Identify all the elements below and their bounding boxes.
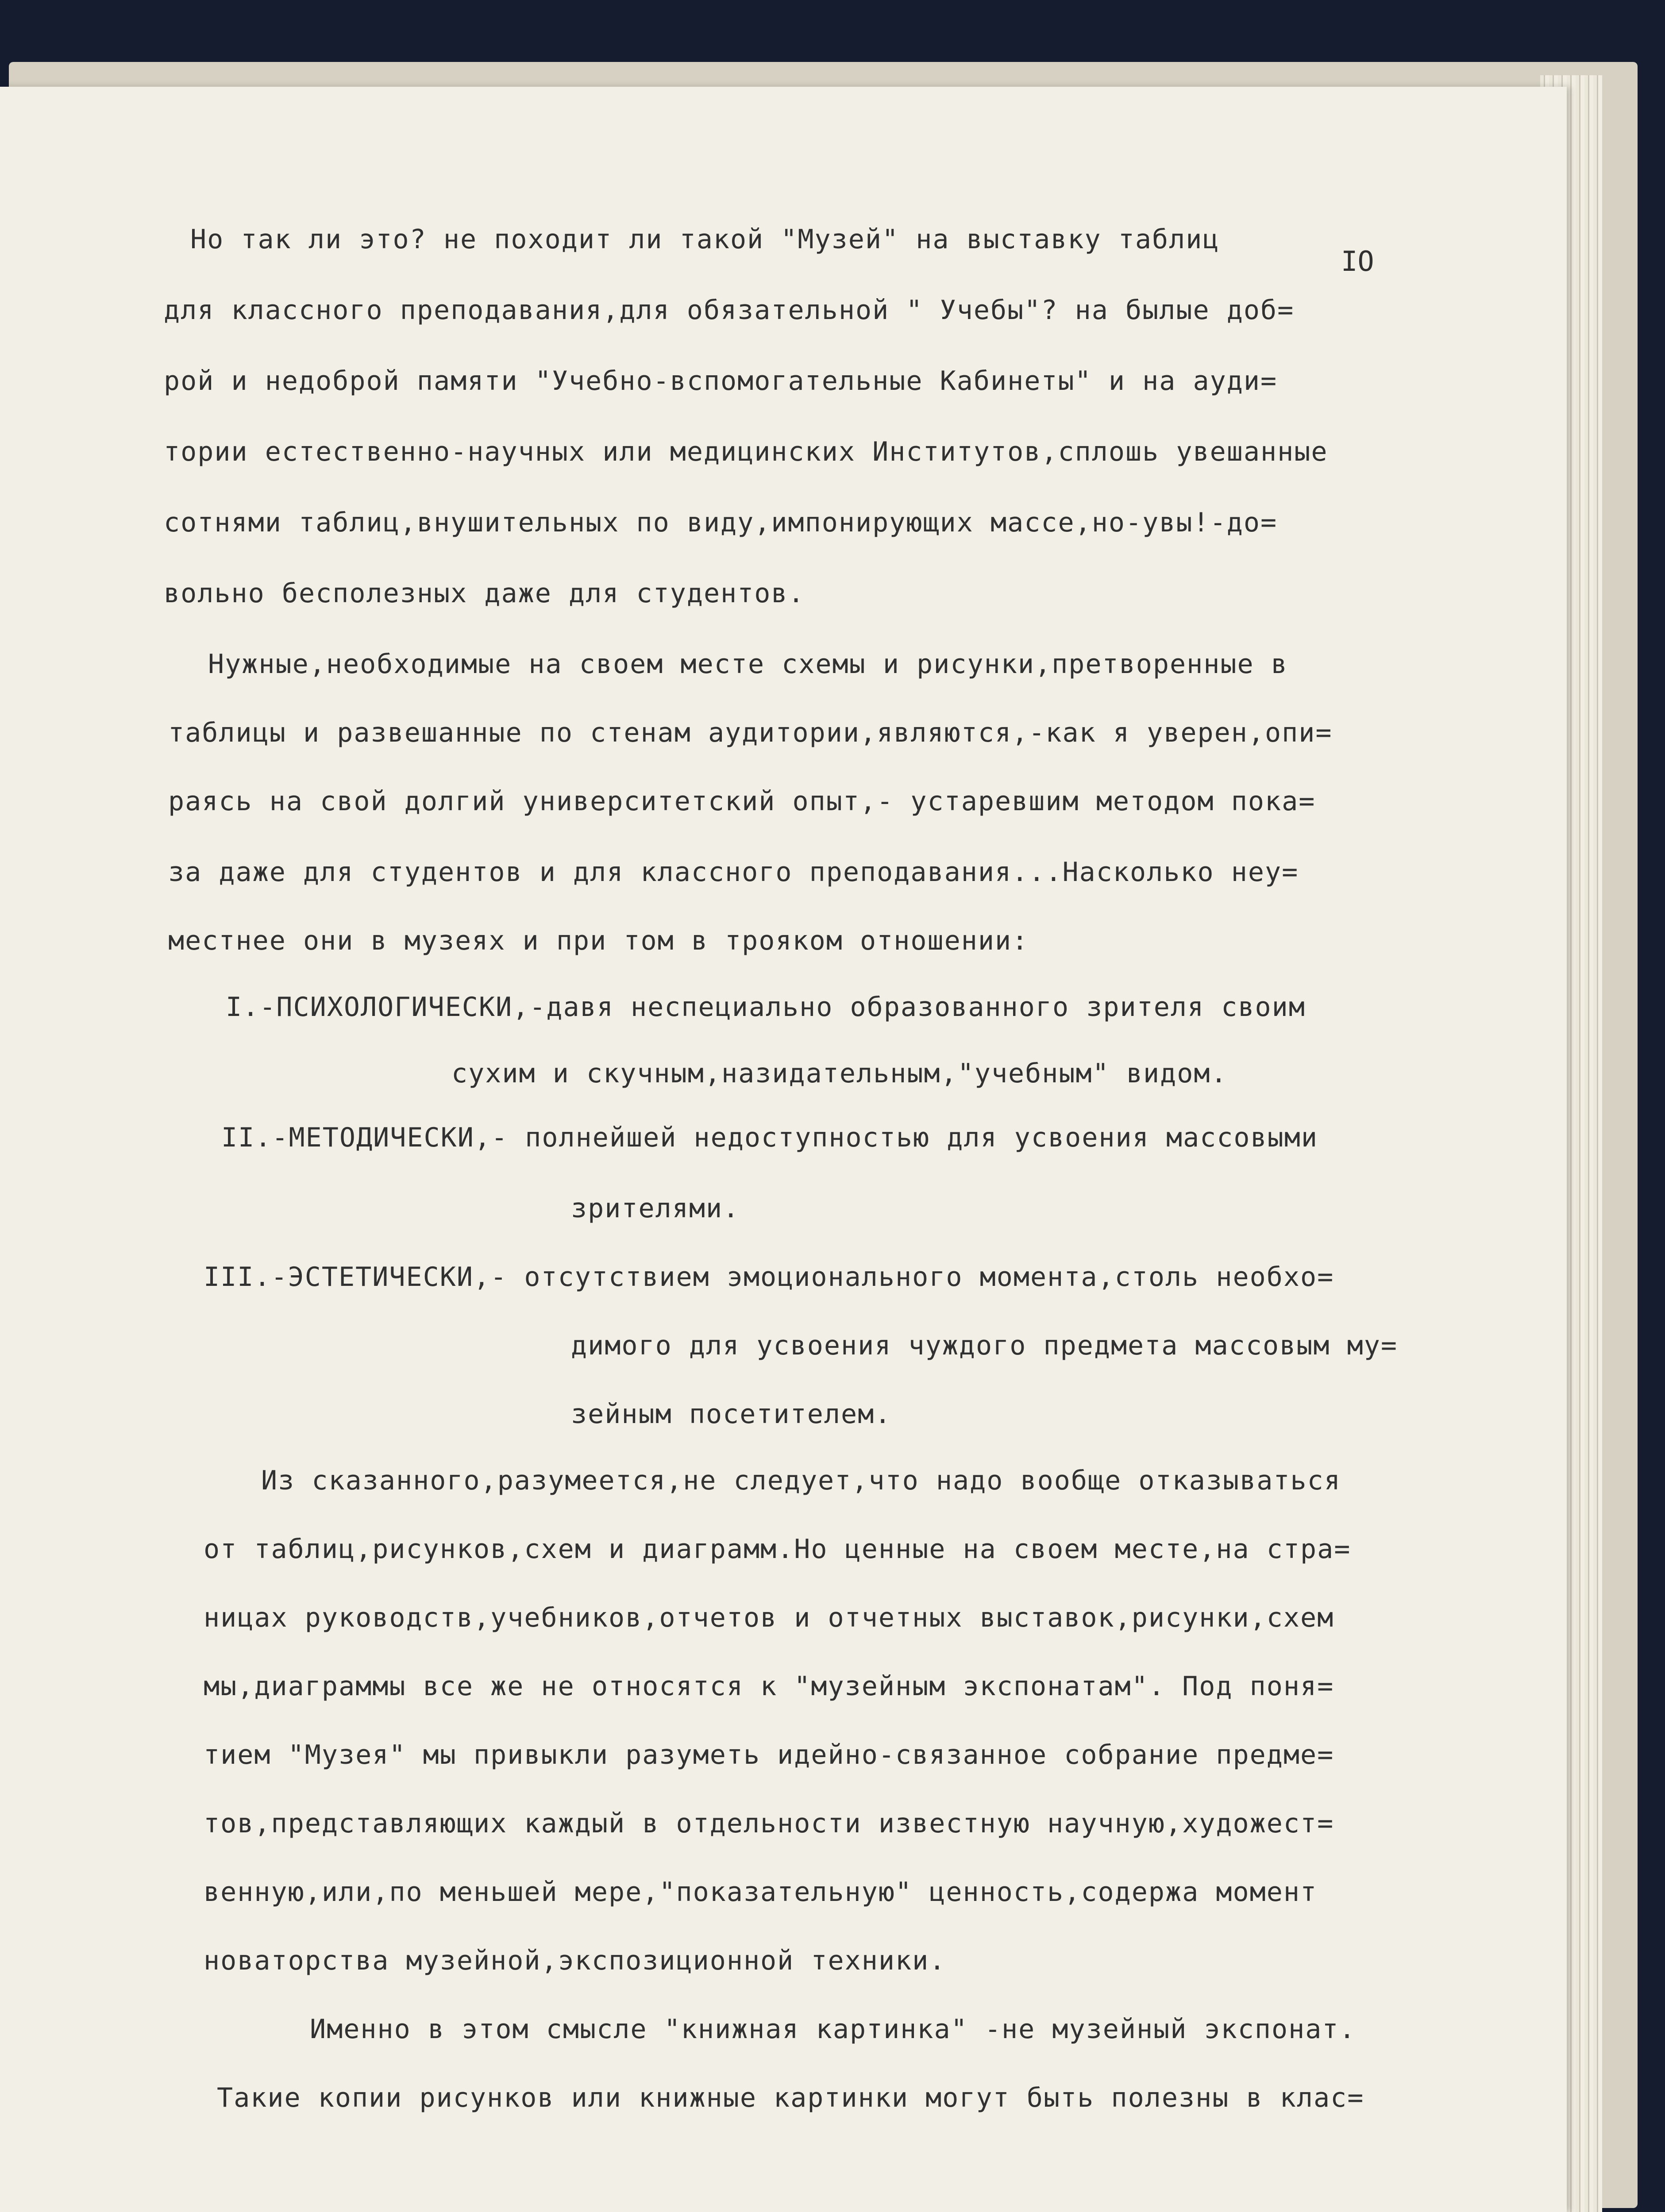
text-line-9: раясь на свой долгий университетский опыт,- устаревшим методом пока= [168, 786, 1316, 817]
text-line-7: Нужные,необходимые на своем месте схемы и рисунки,претворенные в [208, 649, 1288, 680]
text-line-23: тием "Музея" мы привыкли разуметь идейно-связанное собрание предме= [204, 1739, 1334, 1770]
text-line-24: тов,представляющих каждый в отдельности известную научную,художест= [204, 1808, 1334, 1839]
text-line-22: мы,диаграммы все же не относятся к "музейным экспонатам". Под поня= [204, 1671, 1334, 1702]
text-line-10: за даже для студентов и для классного преподавания...Насколько неу= [168, 857, 1299, 888]
text-line-26: новаторства музейной,экспозиционной техники. [204, 1945, 946, 1976]
text-line-8: таблицы и развешанные по стенам аудитории,являются,-как я уверен,опи= [168, 717, 1333, 748]
list-item-methodological: II.-МЕТОДИЧЕСКИ,- полнейшей недоступностью для усвоения массовыми [221, 1122, 1318, 1153]
list-item-aesthetic-end: зейным посетителем. [571, 1399, 892, 1430]
text-line-3: рой и недоброй памяти "Учебно-вспомогательные Кабинеты" и на ауди= [164, 365, 1278, 396]
text-line-28: Такие копии рисунков или книжные картинки могут быть полезны в клас= [217, 2082, 1364, 2113]
text-line-6: вольно бесполезных даже для студентов. [164, 578, 805, 609]
text-line-11: местнее они в музеях и при том в трояком отношении: [168, 925, 1029, 956]
text-line-20: от таблиц,рисунков,схем и диаграмм.Но ценные на своем месте,на стра= [204, 1534, 1351, 1565]
text-line-27: Именно в этом смысле "книжная картинка" -не музейный экспонат. [310, 2014, 1356, 2045]
typewritten-page [0, 87, 1567, 2212]
text-line-25: венную,или,по меньшей мере,"показательную" ценность,содержа момент [204, 1877, 1318, 1908]
list-item-aesthetic: III.-ЭСТЕТИЧЕСКИ,- отсутствием эмоционального момента,столь необхо= [204, 1262, 1334, 1293]
list-item-psychological-continued: сухим и скучным,назидательным,"учебным" видом. [451, 1058, 1228, 1089]
page-number: IO [1341, 245, 1374, 277]
text-line-5: сотнями таблиц,внушительных по виду,импонирующих массе,но-увы!-до= [164, 507, 1278, 538]
text-line-2: для классного преподавания,для обязательной " Учебы"? на былые доб= [164, 295, 1295, 326]
list-item-aesthetic-continued: димого для усвоения чуждого предмета массовым му= [571, 1330, 1398, 1361]
text-line-19: Из сказанного,разумеется,не следует,что надо вообще отказываться [261, 1465, 1341, 1496]
text-line-4: тории естественно-научных или медицинских Институтов,сплошь увешанные [164, 436, 1328, 467]
list-item-psychological: I.-ПСИХОЛОГИЧЕСКИ,-давя неспециально образованного зрителя своим [226, 992, 1306, 1023]
text-line-1: Но так ли это? не походит ли такой "Музей" на выставку таблиц [190, 224, 1220, 255]
list-item-methodological-continued: зрителями. [571, 1193, 740, 1224]
text-line-21: ницах руководств,учебников,отчетов и отчетных выставок,рисунки,схем [204, 1602, 1334, 1633]
